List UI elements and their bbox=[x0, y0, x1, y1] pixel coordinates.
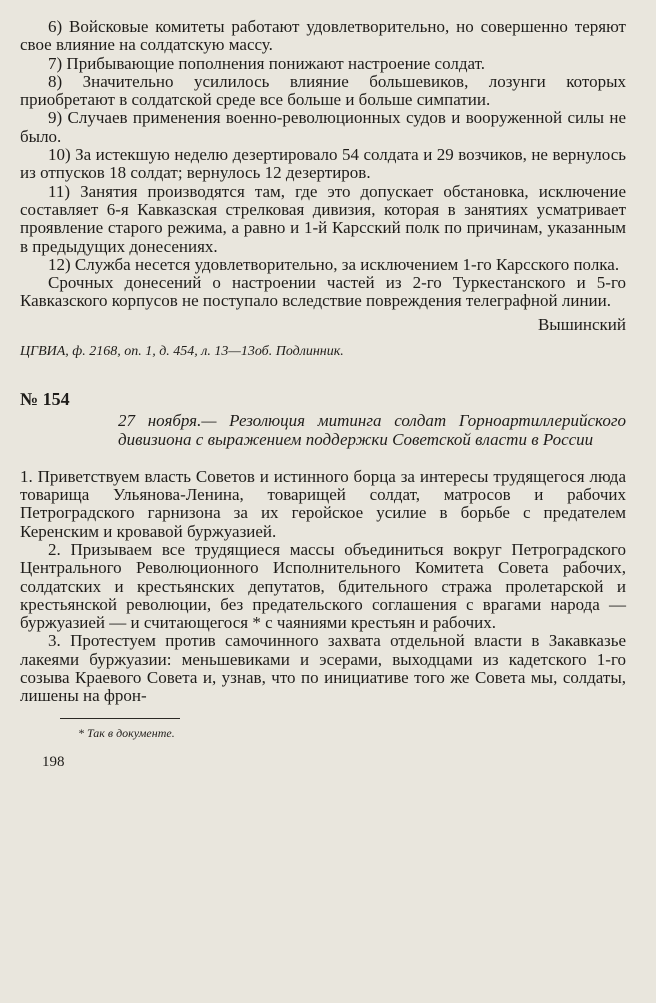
page-number: 198 bbox=[42, 753, 65, 770]
paragraph: 10) За истекшую неделю дезертировало 54 солдата и 29 возчиков, не вернулось из отпусков 18 солдат; вернулось 12 дезертиров. bbox=[20, 145, 626, 183]
paragraph: 9) Случаев применения военно-революционных судов и вооруженной силы не было. bbox=[20, 108, 626, 146]
paragraph: 7) Прибывающие пополнения понижают настроение солдат. bbox=[48, 53, 486, 73]
archive-reference: ЦГВИА, ф. 2168, оп. 1, д. 454, л. 13—13об. Подлинник. bbox=[20, 343, 344, 359]
paragraph: 1. Приветствуем власть Советов и истинного борца за интересы трудящегося люда товарища Ульянова-Ленина, товарищей солдат, матросов и рабочих Петроградского гарнизона за их геройское усилие в борьбе с предателем Керенским и кровавой буржуазией. bbox=[20, 466, 626, 541]
document-number: № 154 bbox=[20, 388, 70, 409]
document-154 bbox=[20, 389, 626, 706]
paragraph: 2. Призываем все трудящиеся массы объединиться вокруг Петроградского Центрального Революционного Исполнительного Комитета Совета рабочих, солдатских и крестьянских депутатов, бдительного стража пролетарской и крестьянской революции, без предательского соглашения с врагами народа — буржуазией — и считающегося * с чаяниями крестьян и рабочих. bbox=[20, 539, 626, 633]
paragraph: Срочных донесений о настроении частей из 2-го Туркестанского и 5-го Кавказского корпусов не поступало вследствие повреждения телеграфной линии. bbox=[20, 273, 626, 311]
signature: Вышинский bbox=[537, 314, 626, 334]
paragraph: 11) Занятия производятся там, где это допускает обстановка, исключение составляет 6-я Кавказская стрелковая дивизия, которая в занятиях усматривает проявление старого режима, а равно и 1-й Карсский полк по причинам, указанным в предыдущих донесениях. bbox=[20, 181, 626, 256]
top-section bbox=[20, 18, 626, 361]
document-heading: 27 ноября.— Резолюция митинга солдат Горноартиллерийского дивизиона с выражением поддержки Советской власти в России bbox=[118, 410, 626, 449]
paragraph: 12) Служба несется удовлетворительно, за исключением 1-го Карсского полка. bbox=[48, 254, 620, 274]
paragraph: 8) Значительно усилилось влияние большевиков, лозунги которых приобретают в солдатской среде все больше и больше симпатии. bbox=[20, 71, 626, 110]
footnote: * Так в документе. bbox=[78, 725, 175, 740]
footnote-divider bbox=[60, 718, 180, 719]
paragraph: 3. Протестуем против самочинного захвата отдельной власти в Закавказье лакеями буржуазии: меньшевиками и эсерами, выходцами из кадетского 1-го созыва Краевого Совета и, узнав, что по инициативе того же Совета мы, солдаты, лишены на фрон- bbox=[20, 631, 626, 706]
paragraph: 6) Войсковые комитеты работают удовлетворительно, но совершенно теряют свое влияние на солдатскую массу. bbox=[20, 17, 626, 55]
document-body bbox=[20, 468, 626, 706]
